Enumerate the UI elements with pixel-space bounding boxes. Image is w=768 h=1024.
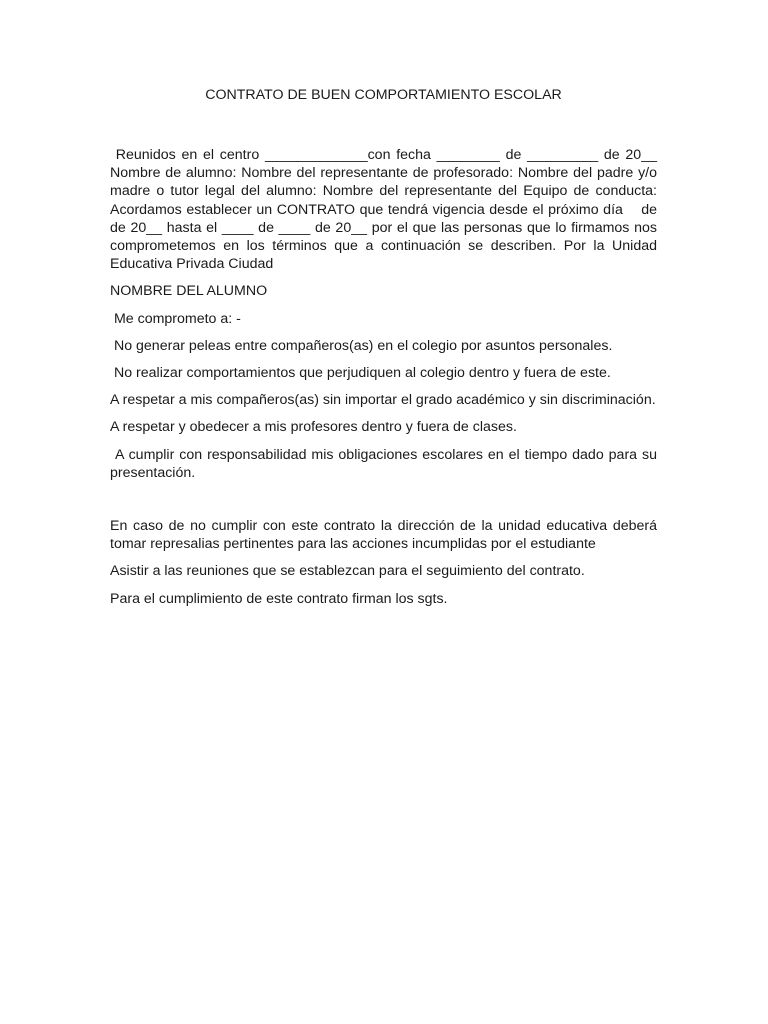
document-title: CONTRATO DE BUEN COMPORTAMIENTO ESCOLAR xyxy=(205,87,562,103)
signatures-paragraph: Para el cumplimiento de este contrato firman los sgts. xyxy=(110,590,448,607)
intro-paragraph: Reunidos en el centro _____________con fecha ________ de _________ de 20__ Nombre de alumno: Nombre del representante de profesorado: Nombre del padre y/o madre o tutor legal del alumno: Nombre del representante del Equipo de conducta: Acordamos establecer un CONTRATO que tendrá vigencia desde el próximo día de de 20__ hasta el ____ de ____ de 20__ por el que las personas que lo firmamos nos comprometemos en los términos que a continuación se describen. Por la Unidad Educativa Privada Ciudad xyxy=(110,147,677,273)
commitment-item: No generar peleas entre compañeros(as) en el colegio por asuntos personales. xyxy=(110,337,613,354)
meetings-paragraph: Asistir a las reuniones que se establezcan para el seguimiento del contrato. xyxy=(110,563,585,580)
document-body xyxy=(110,86,677,617)
commitment-item: A respetar y obedecer a mis profesores dentro y fuera de clases. xyxy=(110,419,517,436)
consequence-paragraph: En caso de no cumplir con este contrato la dirección de la unidad educativa deberá tomar represalias pertinentes para las acciones incumplidas por el estudiante xyxy=(110,518,657,553)
commitment-item: No realizar comportamientos que perjudiquen al colegio dentro y fuera de este. xyxy=(110,365,611,382)
section-spacer xyxy=(110,491,657,517)
commitment-item: A cumplir con responsabilidad mis obligaciones escolares en el tiempo dado para su presentación. xyxy=(110,446,661,481)
commitment-item: A respetar a mis compañeros(as) sin importar el grado académico y sin discriminación. xyxy=(110,392,656,409)
commitment-heading: Me comprometo a: - xyxy=(110,310,241,327)
student-name-label: NOMBRE DEL ALUMNO xyxy=(110,283,268,300)
